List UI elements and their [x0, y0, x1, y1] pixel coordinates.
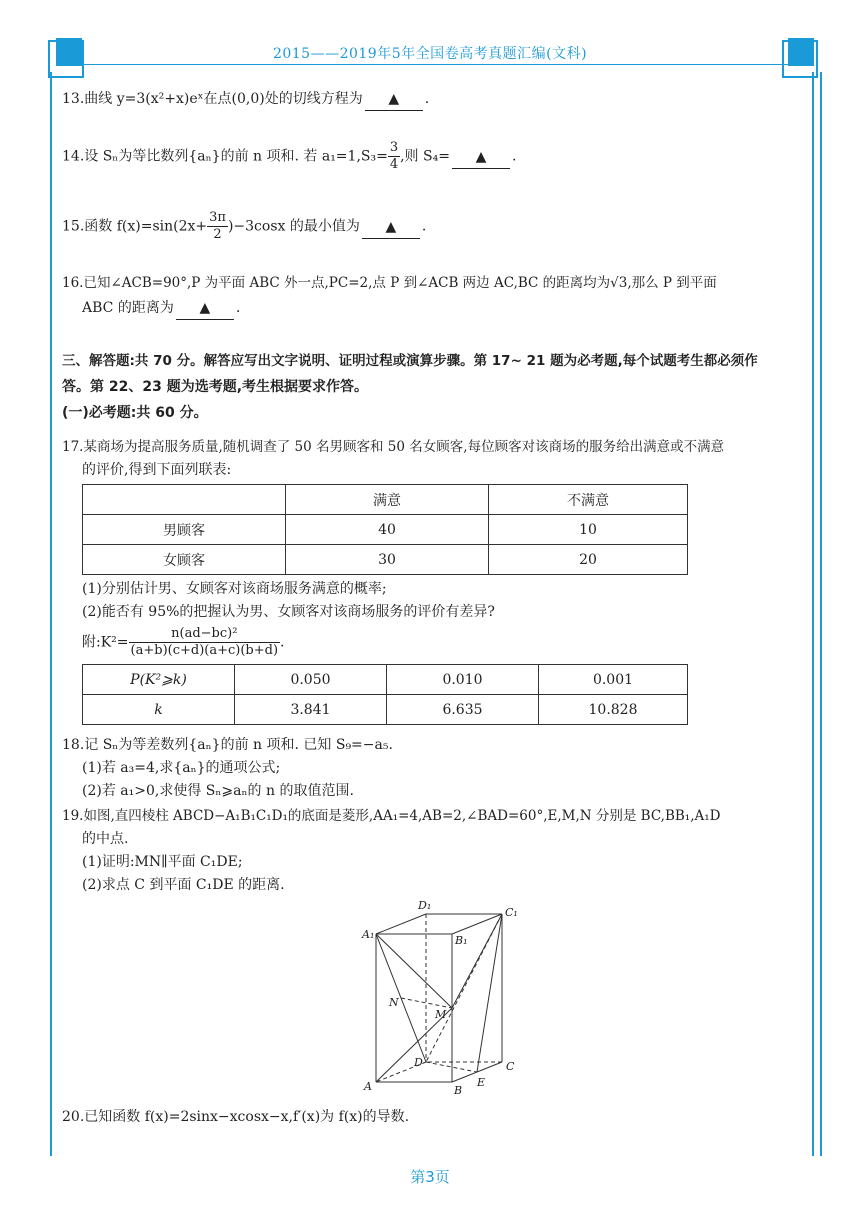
q14-pre: 14.设 Sₙ为等比数列{aₙ}的前 n 项和. 若 a₁=1,S₃=: [62, 148, 388, 165]
q14-post: ,则 S₄=: [400, 148, 450, 165]
question-19-sub-1: (1)证明:MN∥平面 C₁DE;: [82, 854, 243, 870]
header-rule: [66, 64, 788, 65]
q13-end: .: [424, 91, 430, 107]
label-c: C: [506, 1060, 515, 1073]
edge-b1-c1: [452, 914, 502, 934]
question-19-sub-2: (2)求点 C 到平面 C₁DE 的距离.: [82, 877, 285, 893]
question-17-formula: [82, 626, 808, 659]
q15-pre: 15.函数 f(x)=sin(2x+: [62, 218, 208, 235]
label-m: M: [435, 1008, 447, 1021]
formula-fraction: [129, 626, 281, 659]
table-cell: 30: [286, 545, 489, 575]
table-cell: 0.050: [235, 665, 387, 695]
label-b: B: [454, 1084, 463, 1096]
page-number: 第3页: [410, 1168, 450, 1186]
question-16-line-2: [82, 297, 808, 320]
table-cell: 女顾客: [83, 545, 286, 575]
q15-end: .: [421, 218, 427, 235]
table-cell: 0.001: [539, 665, 688, 695]
section-3-line-3: (一)必考题:共 60 分。: [62, 405, 208, 421]
q14-frac-den: 4: [389, 157, 399, 172]
q14-answer-blank: ▲: [452, 146, 510, 169]
q16-line2-text: ABC 的距离为: [82, 300, 174, 316]
question-18-sub-2: (2)若 a₁>0,求使得 Sₙ⩾aₙ的 n 的取值范围.: [82, 783, 354, 799]
table-cell: 0.010: [387, 665, 539, 695]
table-row: [83, 665, 688, 695]
section-3-line-2: 答。第 22、23 题为选考题,考生根据要求作答。: [62, 379, 369, 395]
question-18-sub-1: (1)若 a₃=4,求{aₙ}的通项公式;: [82, 760, 281, 776]
table-cell: 3.841: [235, 695, 387, 725]
label-d1: D₁: [418, 899, 432, 912]
q16-answer-blank: ▲: [176, 297, 234, 320]
section-3-line-1: 三、解答题:共 70 分。解答应写出文字说明、证明过程或演算步骤。第 17~ 21 题为必考题,每个试题考生都必须作: [62, 353, 758, 369]
label-d: D: [414, 1056, 423, 1069]
question-17-sub-2: (2)能否有 95%的把握认为男、女顾客对该商场服务的评价有差异?: [82, 604, 495, 620]
question-18-line-1: 18.记 Sₙ为等差数列{aₙ}的前 n 项和. 已知 S₉=−a₅.: [62, 737, 393, 753]
table-header-cell: [83, 485, 286, 515]
label-n: N: [389, 996, 399, 1009]
table-cell: 40: [286, 515, 489, 545]
table-header-cell: 不满意: [489, 485, 688, 515]
formula-denominator: (a+b)(c+d)(a+c)(b+d): [130, 643, 279, 658]
critical-value-table: [82, 664, 688, 725]
label-c1: C₁: [505, 906, 518, 919]
left-border-line: [50, 72, 52, 1156]
label-b1: B₁: [455, 934, 468, 947]
prism-figure: [356, 896, 526, 1096]
question-17-line-2: 的评价,得到下面列联表:: [82, 462, 232, 478]
label-e: E: [477, 1076, 486, 1089]
table-cell: 男顾客: [83, 515, 286, 545]
right-border-line-2: [820, 72, 822, 1156]
right-border-line-1: [812, 72, 814, 1156]
question-13: [62, 88, 808, 111]
q15-frac-num: 3π: [209, 210, 226, 225]
question-20: 20.已知函数 f(x)=2sinx−xcosx−x,f′(x)为 f(x)的导数.: [62, 1109, 410, 1125]
question-17-line-1: 17.某商场为提高服务质量,随机调查了 50 名男顾客和 50 名女顾客,每位顾客对该商场的服务给出满意或不满意: [62, 439, 725, 455]
table-cell: 20: [489, 545, 688, 575]
table-cell: k: [83, 695, 235, 725]
edge-d1-a1: [376, 914, 426, 934]
q14-end: .: [511, 148, 517, 165]
table-cell: 10: [489, 515, 688, 545]
header-title: 2015——2019年5年全国卷高考真题汇编(文科): [272, 46, 588, 62]
contingency-table: [82, 484, 688, 575]
q13-text: 13.曲线 y=3(x²+x)eˣ在点(0,0)处的切线方程为: [62, 91, 363, 107]
line-a1-m: [376, 934, 452, 1008]
question-16-line-1: 16.已知∠ACB=90°,P 为平面 ABC 外一点,PC=2,点 P 到∠ACB 两边 AC,BC 的距离均为√3,那么 P 到平面: [62, 275, 717, 291]
table-row: [83, 695, 688, 725]
formula-end: .: [280, 634, 285, 651]
formula-prefix: 附:K²=: [82, 634, 129, 651]
q14-frac-num: 3: [389, 140, 399, 155]
question-17-sub-1: (1)分别估计男、女顾客对该商场服务满意的概率;: [82, 581, 387, 597]
question-19-line-2: 的中点.: [82, 831, 129, 847]
table-row: [83, 545, 688, 575]
question-19-line-1: 19.如图,直四棱柱 ABCD−A₁B₁C₁D₁的底面是菱形,AA₁=4,AB=2,∠BAD=60°,E,M,N 分别是 BC,BB₁,A₁D: [62, 808, 721, 824]
q15-fraction: [207, 210, 228, 243]
q15-answer-blank: ▲: [362, 216, 420, 239]
label-a1: A₁: [362, 928, 375, 941]
table-cell: 10.828: [539, 695, 688, 725]
q16-end: .: [235, 300, 241, 316]
table-header-cell: 满意: [286, 485, 489, 515]
q15-frac-den: 2: [213, 227, 222, 242]
table-cell: P(K²⩾k): [83, 665, 235, 695]
question-15: [62, 210, 808, 243]
table-header-row: [83, 485, 688, 515]
question-14: [62, 140, 808, 173]
table-row: [83, 515, 688, 545]
q14-fraction: [388, 140, 400, 173]
table-cell: 6.635: [387, 695, 539, 725]
label-a: A: [364, 1080, 372, 1093]
q15-post: )−3cosx 的最小值为: [227, 218, 360, 235]
q13-answer-blank: ▲: [365, 88, 423, 111]
formula-numerator: n(ad−bc)²: [129, 626, 281, 643]
